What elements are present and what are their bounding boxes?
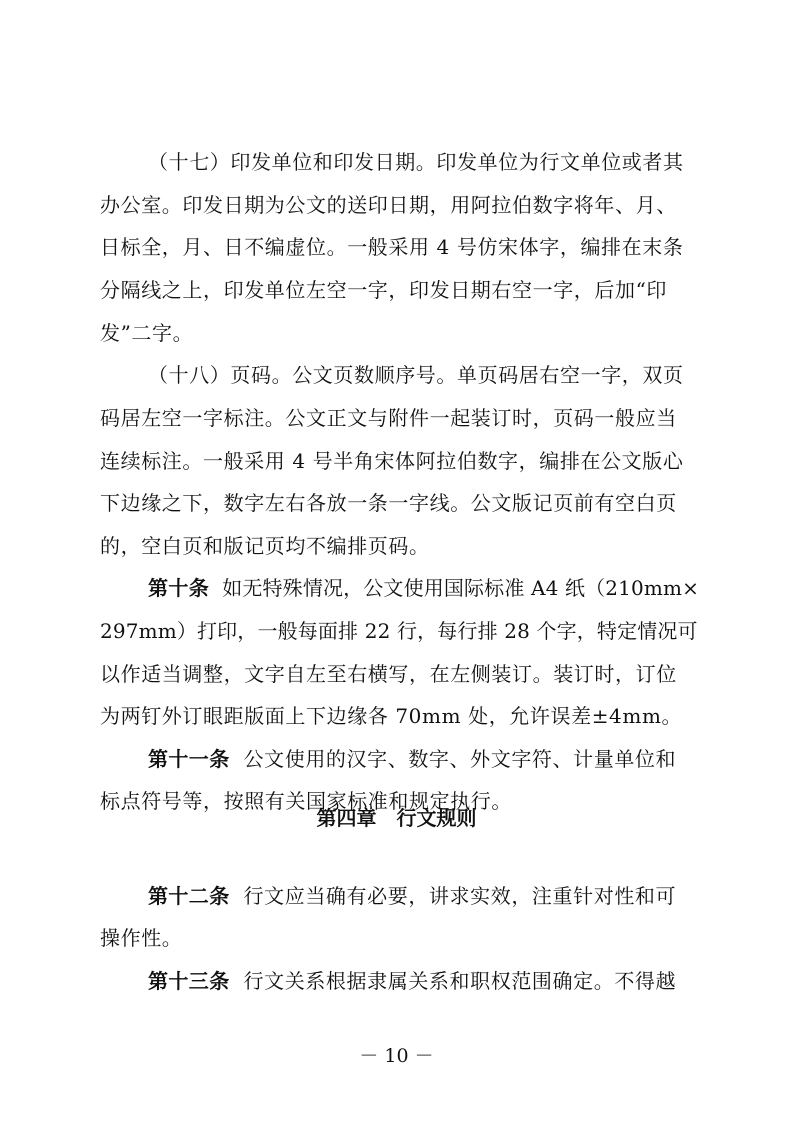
item18-line-2: 码居左空一字标注。公文正文与附件一起装订时，页码一般应当 [100, 406, 677, 430]
item17-line-3: 日标全，月、日不编虚位。一般采用 4 号仿宋体字，编排在末条 [100, 235, 684, 259]
article10-line-4: 为两钉外订眼距版面上下边缘各 70mm 处，允许误差±4mm。 [100, 704, 683, 728]
article10-line-2: 297mm）打印，一般每面排 22 行，每行排 28 个字，特定情况可 [100, 619, 698, 643]
item18-line-1: （十八）页码。公文页数顺序号。单页码居右空一字，双页 [148, 363, 684, 387]
item18-line-5: 的，空白页和版记页均不编排页码。 [100, 534, 430, 558]
article12-label: 第十二条 [148, 884, 230, 908]
item17-line-2: 办公室。印发日期为公文的送印日期，用阿拉伯数字将年、月、 [100, 193, 677, 217]
item17-line-4: 分隔线之上，印发单位左空一字，印发日期右空一字，后加“印 [100, 278, 668, 302]
item18-line-3: 连续标注。一般采用 4 号半角宋体阿拉伯数字，编排在公文版心 [100, 449, 684, 473]
item17-line-5: 发”二字。 [100, 321, 194, 345]
article12-line-2: 操作性。 [100, 926, 183, 950]
item18-line-4: 下边缘之下，数字左右各放一条一字线。公文版记页前有空白页 [100, 491, 677, 515]
article11-line-2: 标点符号等，按照有关国家标准和规定执行。 [100, 789, 512, 813]
page-number: － 10 － [359, 1045, 434, 1067]
item17-line-1: （十七）印发单位和印发日期。印发单位为行文单位或者其 [148, 150, 684, 174]
article12-first-line [148, 884, 676, 908]
article10-label: 第十条 [148, 576, 210, 600]
article13-first-text: 行文关系根据隶属关系和职权范围确定。不得越 [243, 969, 677, 993]
article12-first-text: 行文应当确有必要，讲求实效，注重针对性和可 [243, 884, 677, 908]
article13-label: 第十三条 [148, 969, 230, 993]
article10-first-line [148, 576, 699, 600]
article10-first-text: 如无特殊情况，公文使用国际标准 A4 纸（210mm× [222, 576, 700, 600]
chapter-title: 行文规则 [396, 806, 477, 830]
article11-first-line [148, 747, 676, 771]
article11-label: 第十一条 [148, 747, 230, 771]
chapter-heading [0, 806, 793, 830]
article10-line-3: 以作适当调整，文字自左至右横写，在左侧装订。装订时，订位 [100, 662, 677, 686]
article13-first-line [148, 969, 676, 993]
article11-first-text: 公文使用的汉字、数字、外文字符、计量单位和 [243, 747, 677, 771]
chapter-number: 第四章 [316, 806, 377, 830]
